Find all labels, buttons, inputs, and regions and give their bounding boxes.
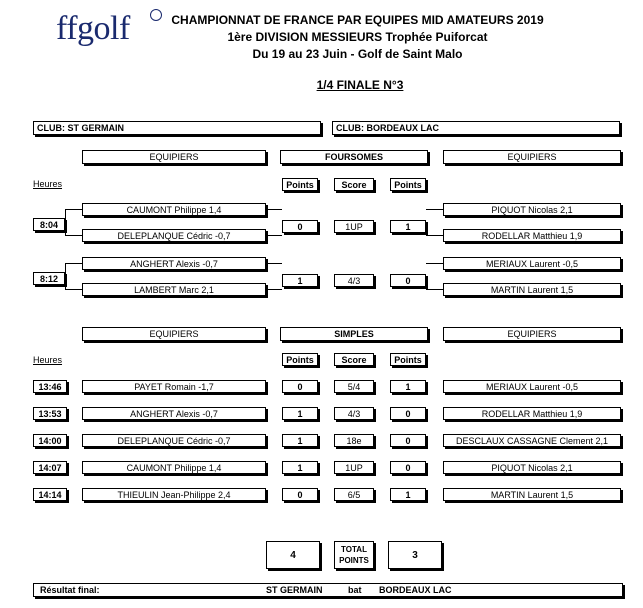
division-title: 1ère DIVISION MESSIEURS Trophée Puiforcat [227, 30, 488, 44]
simple-score: 5/4 [334, 380, 374, 393]
foursome-left-player-2: LAMBERT Marc 2,1 [82, 283, 266, 296]
connector-line [426, 289, 443, 290]
equipiers-left-header-simples: EQUIPIERS [82, 327, 266, 341]
total-right: 3 [388, 541, 442, 569]
simple-time: 13:46 [33, 380, 67, 393]
simple-left-player: THIEULIN Jean-Philippe 2,4 [82, 488, 266, 501]
simple-left-player: PAYET Romain -1,7 [82, 380, 266, 393]
foursome-points-left: 0 [282, 220, 318, 233]
connector-line [266, 289, 282, 290]
connector-line [426, 235, 443, 236]
foursome-score: 1UP [334, 220, 374, 233]
bracket-line-left [65, 263, 82, 264]
bracket-line-left [65, 209, 66, 236]
points-left-label: Points [282, 178, 318, 191]
simple-time: 14:14 [33, 488, 67, 501]
ffgolf-logo: ffgolf [56, 10, 130, 47]
equipiers-right-header-simples: EQUIPIERS [443, 327, 621, 341]
bracket-line-left [65, 263, 66, 290]
result-label: Résultat final: [40, 585, 100, 595]
heures-label: Heures [33, 179, 63, 189]
simple-points-left: 1 [282, 407, 318, 420]
equipiers-left-header: EQUIPIERS [82, 150, 266, 164]
foursome-left-player-2: DELEPLANQUE Cédric -0,7 [82, 229, 266, 242]
simple-right-player: MERIAUX Laurent -0,5 [443, 380, 621, 393]
event-dates: Du 19 au 23 Juin - Golf de Saint Malo [252, 47, 463, 61]
result-bar [33, 583, 623, 597]
simple-time: 14:00 [33, 434, 67, 447]
points-left-label-simples: Points [282, 353, 318, 366]
simple-points-right: 1 [390, 488, 426, 501]
points-right-label-simples: Points [390, 353, 426, 366]
simples-header: SIMPLES [280, 327, 428, 341]
foursome-left-player-1: ANGHERT Alexis -0,7 [82, 257, 266, 270]
simple-score: 18e [334, 434, 374, 447]
simple-left-player: ANGHERT Alexis -0,7 [82, 407, 266, 420]
foursome-right-player-1: MERIAUX Laurent -0,5 [443, 257, 621, 270]
foursome-points-left: 1 [282, 274, 318, 287]
foursome-time: 8:04 [33, 218, 65, 231]
connector-line [426, 263, 443, 264]
score-label-simples: Score [334, 353, 374, 366]
simple-time: 14:07 [33, 461, 67, 474]
foursome-time: 8:12 [33, 272, 65, 285]
bracket-line-left [65, 235, 82, 236]
heures-label-simples: Heures [33, 355, 63, 365]
simple-right-player: DESCLAUX CASSAGNE Clement 2,1 [443, 434, 621, 447]
connector-line [266, 263, 282, 264]
simple-points-left: 0 [282, 380, 318, 393]
bracket-line-left [65, 289, 82, 290]
simple-points-left: 0 [282, 488, 318, 501]
points-right-label: Points [390, 178, 426, 191]
connector-line [266, 235, 282, 236]
foursome-right-player-1: PIQUOT Nicolas 2,1 [443, 203, 621, 216]
foursome-points-right: 0 [390, 274, 426, 287]
simple-points-left: 1 [282, 461, 318, 474]
championship-title: CHAMPIONNAT DE FRANCE PAR EQUIPES MID AMATEURS 2019 [171, 13, 544, 27]
simple-right-player: RODELLAR Matthieu 1,9 [443, 407, 621, 420]
club-right: CLUB: BORDEAUX LAC [332, 121, 620, 135]
simple-points-right: 0 [390, 407, 426, 420]
total-left: 4 [266, 541, 320, 569]
simple-score: 6/5 [334, 488, 374, 501]
simple-points-left: 1 [282, 434, 318, 447]
round-title: 1/4 FINALE N°3 [316, 78, 404, 92]
bracket-line-left [65, 209, 82, 210]
foursome-points-right: 1 [390, 220, 426, 233]
total-points-label: TOTAL POINTS [334, 541, 374, 569]
simple-right-player: PIQUOT Nicolas 2,1 [443, 461, 621, 474]
foursome-score: 4/3 [334, 274, 374, 287]
result-loser: BORDEAUX LAC [379, 585, 452, 595]
foursome-left-player-1: CAUMONT Philippe 1,4 [82, 203, 266, 216]
simple-right-player: MARTIN Laurent 1,5 [443, 488, 621, 501]
equipiers-right-header: EQUIPIERS [443, 150, 621, 164]
simple-points-right: 0 [390, 434, 426, 447]
simple-points-right: 0 [390, 461, 426, 474]
foursome-right-player-2: MARTIN Laurent 1,5 [443, 283, 621, 296]
simple-score: 4/3 [334, 407, 374, 420]
simple-score: 1UP [334, 461, 374, 474]
simple-left-player: DELEPLANQUE Cédric -0,7 [82, 434, 266, 447]
result-bat: bat [348, 585, 362, 595]
connector-line [266, 209, 282, 210]
simple-left-player: CAUMONT Philippe 1,4 [82, 461, 266, 474]
simple-points-right: 1 [390, 380, 426, 393]
connector-line [426, 209, 443, 210]
club-left: CLUB: ST GERMAIN [33, 121, 321, 135]
score-label: Score [334, 178, 374, 191]
foursome-right-player-2: RODELLAR Matthieu 1,9 [443, 229, 621, 242]
simple-time: 13:53 [33, 407, 67, 420]
result-winner: ST GERMAIN [266, 585, 323, 595]
foursomes-header: FOURSOMES [280, 150, 428, 164]
